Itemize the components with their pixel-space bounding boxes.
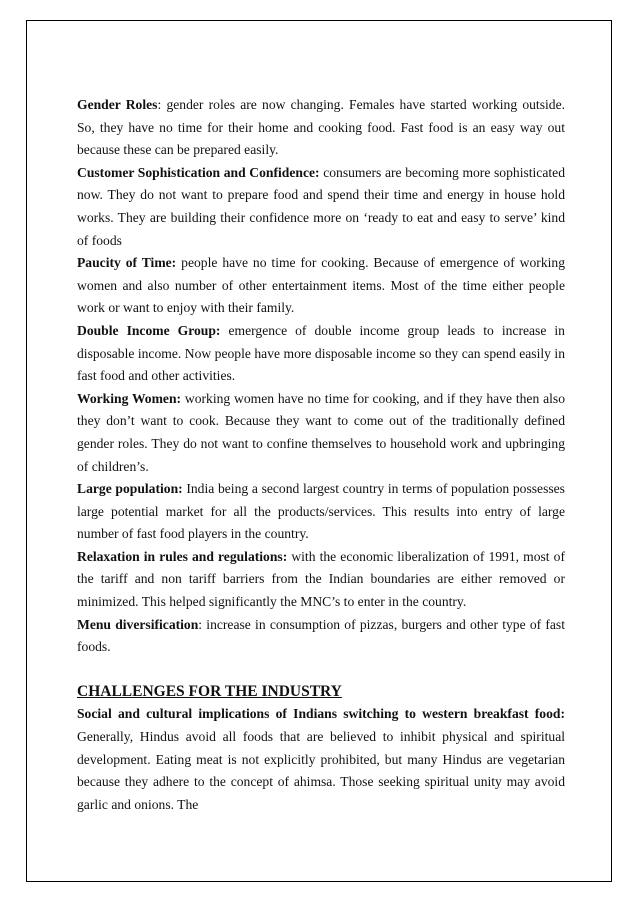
paragraph-working-women — [77, 388, 565, 478]
text-customer-sophistication: consumers are becoming more sophisticated now. They do not want to prepare food and spend their time and energy in house hold works. They are building their confidence more on ‘ready to eat and easy to serve’ kind of foods — [77, 164, 565, 248]
text-large-population: India being a second largest country in terms of population possesses large potential market for all the products/services. This results into entry of large number of fast food players in the country. — [77, 481, 565, 542]
text-social-cultural: Generally, Hindus avoid all foods that are believed to inhibit physical and spiritual development. Eating meat is not explicitly prohibited, but many Hindus are vegetarian because they adhere to the concept of ahimsa. Those seeking spiritual unity may avoid garlic and onions. The — [77, 729, 565, 812]
term-customer-sophistication: Customer Sophistication and Confidence: — [77, 164, 320, 180]
paragraph-double-income-group — [77, 320, 565, 388]
term-gender-roles: Gender Roles — [77, 97, 158, 112]
text-working-women: working women have no time for cooking, and if they have then also they don’t want to cook. Because they want to come out of the traditionally defined gender roles. They do not want to confine themselves to household work and upbringing of children’s. — [77, 390, 565, 474]
document-body — [77, 94, 565, 816]
separator: : — [198, 616, 207, 632]
text-menu-diversification: increase in consumption of pizzas, burgers and other type of fast foods. — [77, 616, 566, 655]
term-relaxation-rules: Relaxation in rules and regulations: — [77, 548, 288, 564]
paragraph-menu-diversification — [77, 614, 565, 659]
term-social-cultural: Social and cultural implications of Indians switching to western breakfast food: — [77, 706, 565, 722]
paragraph-customer-sophistication — [77, 162, 565, 252]
term-working-women: Working Women: — [77, 390, 182, 406]
text-paucity-of-time: people have no time for cooking. Because of emergence of working women and also number of other entertainment items. Most of the time either people work or want to enjoy with their family. — [77, 255, 565, 316]
paragraph-social-cultural — [77, 703, 565, 816]
separator: : — [157, 97, 167, 112]
section-heading: CHALLENGES FOR THE INDUSTRY — [77, 682, 342, 700]
text-relaxation-rules: with the economic liberalization of 1991, most of the tariff and non tariff barriers from the Indian boundaries are either removed or minimized. This helped significantly the MNC’s to enter in the country. — [77, 548, 565, 610]
paragraph-large-population — [77, 478, 565, 546]
paragraph-gender-roles — [77, 94, 565, 162]
paragraph-relaxation-rules — [77, 546, 565, 614]
paragraph-paucity-of-time — [77, 252, 565, 320]
term-large-population: Large population: — [77, 481, 183, 497]
term-double-income-group: Double Income Group: — [77, 322, 221, 338]
term-paucity-of-time: Paucity of Time: — [77, 255, 177, 271]
term-menu-diversification: Menu diversification — [77, 616, 199, 632]
text-gender-roles: gender roles are now changing. Females have started working outside. So, they have no time for their home and cooking food. Fast food is an easy way out because these can be prepared easily. — [77, 97, 565, 158]
text-double-income-group: emergence of double income group leads to increase in disposable income. Now people have more disposable income so they can spend easily in fast food and other activities. — [77, 322, 565, 384]
